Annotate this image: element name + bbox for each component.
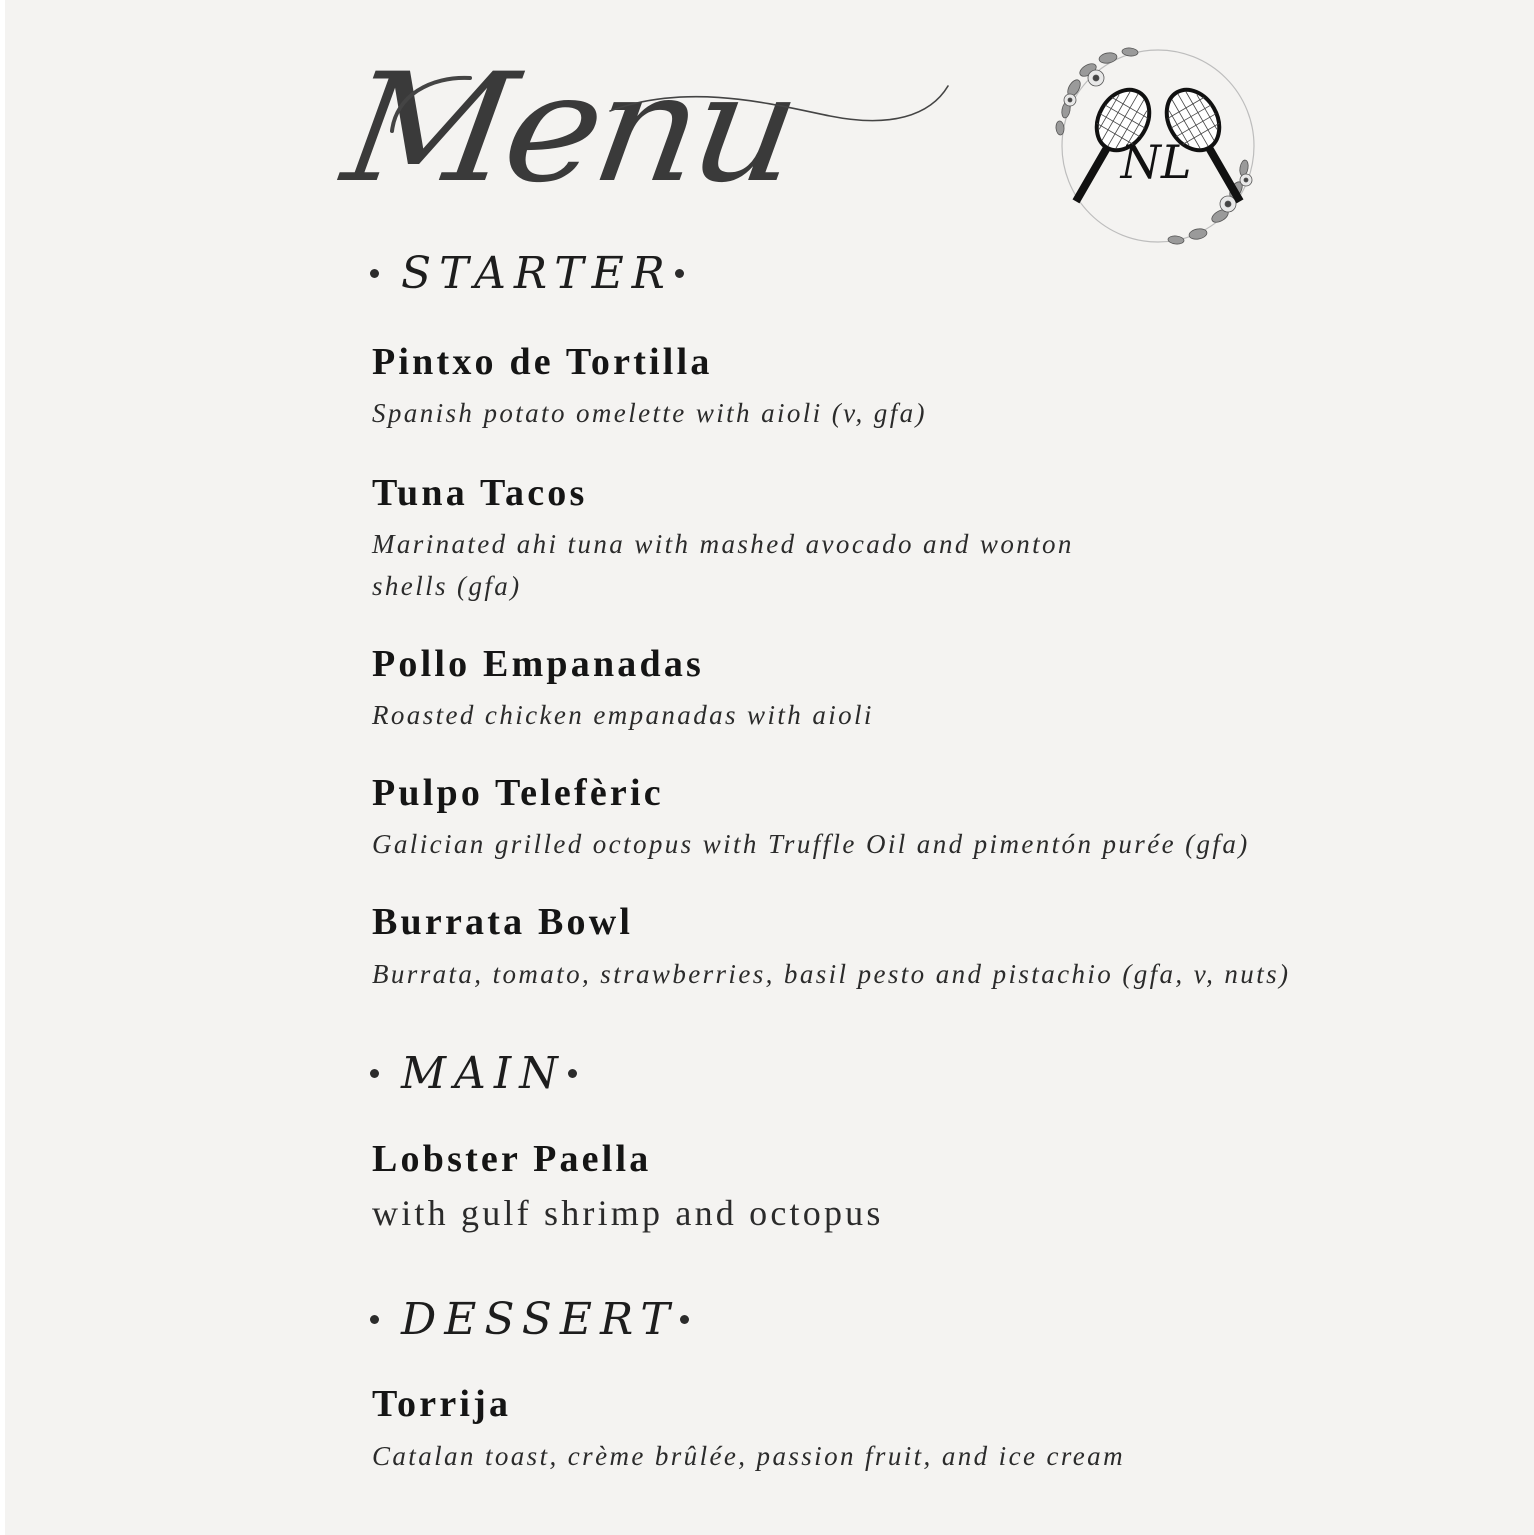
menu-title: Menu bbox=[333, 42, 805, 216]
page-edge bbox=[0, 0, 5, 1535]
section-heading-dessert bbox=[370, 1294, 689, 1345]
menu-title-block bbox=[333, 36, 960, 226]
section-title: STARTER bbox=[401, 248, 673, 299]
dish-description: Catalan toast, crème brûlée, passion fruit, and ice cream bbox=[372, 1441, 1125, 1471]
dish-description: Marinated ahi tuna with mashed avocado and wonton shells (gfa) bbox=[372, 529, 1074, 601]
dish-name: Burrata Bowl bbox=[372, 901, 634, 943]
dish-description: Galician grilled octopus with Truffle Oil and pimentón purée (gfa) bbox=[372, 829, 1250, 859]
bullet-dot-icon bbox=[370, 1069, 379, 1078]
dish-description: Spanish potato omelette with aioli (v, gfa) bbox=[372, 398, 927, 428]
bullet-dot-icon bbox=[675, 269, 684, 278]
monogram-text: NL bbox=[1120, 135, 1192, 189]
section-title: DESSERT bbox=[401, 1294, 678, 1345]
title-flourish bbox=[360, 36, 960, 226]
section-heading-starter bbox=[370, 248, 684, 299]
dish-name: Torrija bbox=[372, 1383, 512, 1425]
dish-name: Tuna Tacos bbox=[372, 472, 588, 514]
monogram-logo bbox=[1048, 40, 1266, 254]
dish-description: with gulf shrimp and octopus bbox=[372, 1193, 884, 1233]
bullet-dot-icon bbox=[568, 1069, 577, 1078]
dish-name: Pintxo de Tortilla bbox=[372, 341, 713, 383]
dish-description: Burrata, tomato, strawberries, basil pesto and pistachio (gfa, v, nuts) bbox=[372, 959, 1291, 989]
bullet-dot-icon bbox=[370, 269, 379, 278]
tennis-rackets-icon bbox=[1048, 40, 1266, 254]
section-heading-main bbox=[370, 1048, 577, 1099]
bullet-dot-icon bbox=[680, 1315, 689, 1324]
section-title: MAIN bbox=[401, 1048, 566, 1099]
dish-name: Lobster Paella bbox=[372, 1138, 652, 1180]
dish-description: Roasted chicken empanadas with aioli bbox=[372, 700, 874, 730]
dish-name: Pulpo Telefèric bbox=[372, 772, 664, 814]
bullet-dot-icon bbox=[370, 1315, 379, 1324]
dish-name: Pollo Empanadas bbox=[372, 643, 705, 685]
